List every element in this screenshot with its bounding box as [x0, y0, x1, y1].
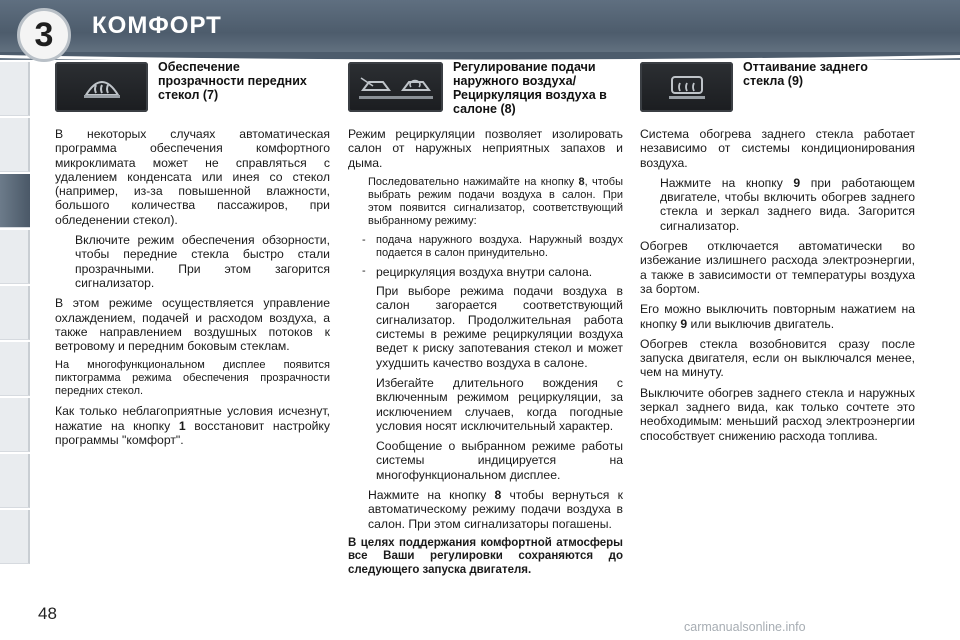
paragraph: В некоторых случаях автоматическая программа обеспечения комфортного микроклимата может не справляться с удалением конденсата или инея со стекол (например, из-за повышенной влажности, большого количества пассажиров, при обледенении стекол).: [55, 127, 330, 227]
mode-item: - рециркуляция воздуха внутри салона.: [362, 264, 593, 279]
dash-marker: -: [362, 264, 366, 277]
instruction-item: Нажмите на кнопку 9 при работающем двигателе, чтобы включить обогрев заднего стекла и зеркал заднего вида. Загорится сигнализатор.: [640, 176, 915, 233]
instruction-item: Последовательно нажимайте на кнопку 8, чтобы выбрать режим подачи воздуха в салон. При этом появится сигнализатор, соответствующий выбранному режиму:: [348, 176, 623, 228]
button-number: 9: [793, 175, 801, 190]
chapter-tab-9[interactable]: [0, 510, 30, 564]
car-air-intake-icon: [359, 72, 433, 102]
watermark: carmanualsonline.info: [684, 620, 806, 634]
front-demist-button-image: [55, 62, 148, 112]
column-rear-defrost: [640, 62, 915, 449]
bold-note: В целях поддержания комфортной атмосферы все Ваши регулировки сохраняются до следующего запуска двигателя.: [348, 536, 623, 576]
recirculation-button-image: [348, 62, 443, 112]
windshield-demist-icon: [82, 73, 122, 101]
chapter-title: КОМФОРТ: [92, 12, 222, 39]
button-number: 8: [494, 488, 502, 503]
dash-marker: -: [362, 233, 366, 246]
finger-pointer-icon: [348, 176, 368, 228]
rear-defrost-button-image: [640, 62, 733, 112]
chapter-tab-5[interactable]: [0, 286, 30, 340]
chapter-tabs: [0, 62, 34, 582]
button-number: 1: [178, 418, 186, 433]
paragraph: Обогрев стекла возобновится сразу после запуска двигателя, если он выключался менее, чем на минуту.: [640, 336, 915, 380]
chapter-tab-3-active[interactable]: [0, 174, 30, 228]
section-heading: Обеспечение прозрачности передних стекол (7): [158, 60, 307, 102]
paragraph-indented: При выборе режима подачи воздуха в салон загорается соответствующий сигнализатор. Продолжительная работа системы в режиме рециркуляции воздуха ведет к риску запотевания стекол и может ухудшить качество воздуха в салоне.: [376, 284, 623, 370]
button-number: 9: [680, 316, 688, 331]
paragraph: Обогрев отключается автоматически во избежание излишнего расхода электроэнергии, а также в зависимости от температуры воздуха за бортом.: [640, 239, 915, 296]
paragraph-indented: Избегайте длительного вождения с включенным режимом рециркуляции, за исключением случаев, когда погодные условия носят исключительный характер.: [376, 375, 623, 433]
column-front-demist: [55, 62, 330, 453]
instruction-text: Включите режим обеспечения обзорности, чтобы передние стекла быстро стали прозрачными. При этом загорится сигнализатор.: [75, 233, 330, 290]
chapter-tab-2[interactable]: [0, 118, 30, 172]
paragraph-small: На многофункциональном дисплее появится пиктограмма режима обеспечения прозрачности передних стекол.: [55, 359, 330, 398]
column-recirculation: [348, 62, 623, 583]
paragraph: Выключите обогрев заднего стекла и наружных зеркал заднего вида, как только сочтете это необходимым: меньший расход электроэнергии способствует снижению расхода топлива.: [640, 385, 915, 443]
finger-pointer-icon: [640, 176, 660, 233]
paragraph: Система обогрева заднего стекла работает независимо от системы кондиционирования воздуха.: [640, 127, 915, 170]
button-number: 8: [578, 175, 585, 188]
paragraph: Режим рециркуляции позволяет изолировать салон от наружных неприятных запахов и дыма.: [348, 127, 623, 170]
chapter-tab-1[interactable]: [0, 62, 30, 116]
paragraph: Его можно выключить повторным нажатием на кнопку 9 или выключив двигатель.: [640, 302, 915, 331]
finger-pointer-icon: [55, 233, 75, 290]
chapter-tab-4[interactable]: [0, 230, 30, 284]
paragraph: Как только неблагоприятные условия исчезнут, нажатие на кнопку 1 восстановит настройку программы "комфорт".: [55, 404, 330, 448]
page-number: 48: [38, 604, 57, 623]
mode-item: - подача наружного воздуха. Наружный воздух подается в салон принудительно.: [362, 233, 623, 259]
section-heading: Регулирование подачи наружного воздуха/ Рециркуляция воздуха в салоне (8): [453, 60, 607, 116]
paragraph: В этом режиме осуществляется управление охлаждением, подачей и расходом воздуха, а также направлением воздушных потоков к ветровому и передним боковым стеклам.: [55, 296, 330, 354]
paragraph-indented: Сообщение о выбранном режиме работы системы индицируется на многофункциональном дисплее.: [376, 439, 623, 482]
rear-window-defrost-icon: [667, 73, 707, 101]
chapter-tab-6[interactable]: [0, 342, 30, 396]
section-heading: Оттаивание заднего стекла (9): [743, 60, 868, 88]
instruction-item: [55, 233, 330, 290]
finger-pointer-icon: [348, 488, 368, 531]
chapter-tab-7[interactable]: [0, 398, 30, 452]
chapter-number-badge: 3: [17, 8, 71, 62]
instruction-item: Нажмите на кнопку 8 чтобы вернуться к автоматическому режиму подачи воздуха в салон. При этом сигнализаторы погашены.: [348, 488, 623, 531]
chapter-tab-8[interactable]: [0, 454, 30, 508]
